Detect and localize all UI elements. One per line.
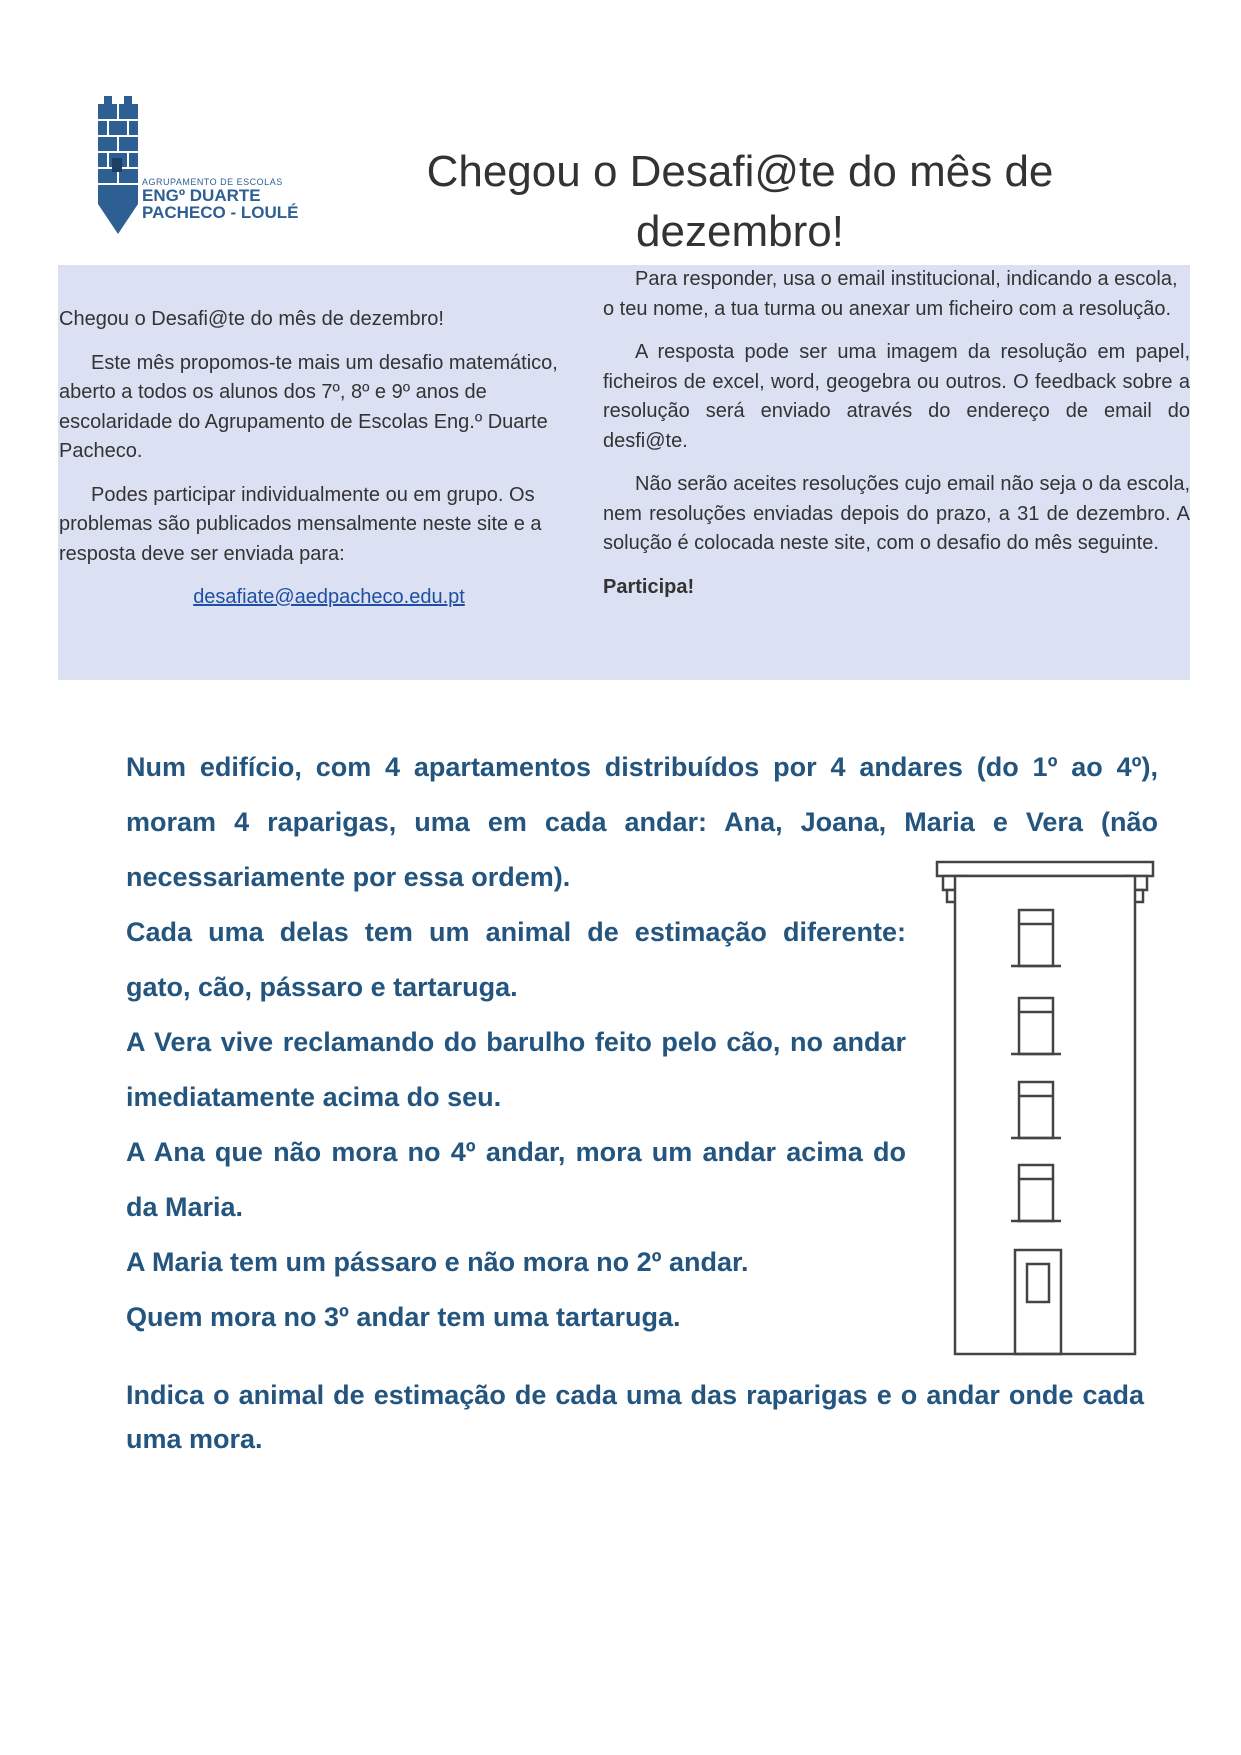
info-paragraph: Podes participar individualmente ou em grupo. Os problemas são publicados mensalmente neste site e a resposta deve ser enviada para: [59, 483, 542, 565]
problem-line: Quem mora no 3º andar tem uma tartaruga. [126, 1302, 681, 1332]
info-left-column [59, 305, 599, 627]
info-paragraph: Para responder, usa o email institucional, indicando a escola, o teu nome, a tua turma ou anexar um ficheiro com a resolução. [603, 268, 1178, 320]
logo-text [142, 178, 298, 221]
pencil-tower-icon [96, 96, 140, 236]
logo-line-1: AGRUPAMENTO DE ESCOLAS [142, 177, 283, 187]
building-illustration [935, 860, 1155, 1360]
info-paragraph: Não serão aceites resoluções cujo email não seja o da escola, nem resoluções enviadas depois do prazo, a 31 de dezembro. A solução é colocada neste site, com o desafio do mês seguinte. [603, 473, 1190, 554]
problem-line: A Vera vive reclamando do barulho feito pelo cão, no andar imediatamente acima do seu. [126, 1027, 906, 1112]
problem-line: A Maria tem um pássaro e não mora no 2º andar. [126, 1247, 749, 1277]
question-text: Indica o animal de estimação de cada uma das raparigas e o andar onde cada uma mora. [126, 1380, 1144, 1454]
logo-line-3: PACHECO - LOULÉ [142, 203, 299, 222]
info-box [58, 265, 1190, 680]
info-paragraph: Este mês propomos-te mais um desafio matemático, aberto a todos os alunos dos 7º, 8º e 9º anos de escolaridade do Agrupamento de Escolas Eng.º Duarte Pacheco. [59, 351, 558, 462]
problem-line: Cada uma delas tem um animal de estimação diferente: gato, cão, pássaro e tartaruga. [126, 917, 906, 1002]
problem-intro: Num edifício, com 4 apartamentos distribuídos por 4 andares (do 1º ao 4º), moram 4 raparigas, uma em cada andar: Ana, Joana, Maria e Vera (não necessariamente por essa ordem). [126, 752, 1158, 892]
participate-text: Participa! [603, 575, 695, 598]
page-title: Chegou o Desafi@te do mês de dezembro! [426, 147, 1054, 256]
school-logo [96, 96, 306, 236]
info-heading: Chegou o Desafi@te do mês de dezembro! [59, 308, 444, 330]
info-right-column [603, 265, 1190, 616]
logo-line-2: ENGº DUARTE [142, 186, 261, 205]
info-paragraph: A resposta pode ser uma imagem da resolução em papel, ficheiros de excel, word, geogebra ou outros. O feedback sobre a resolução será enviado através do endereço de email do desfi@te. [603, 341, 1190, 452]
email-link[interactable]: desafiate@aedpacheco.edu.pt [193, 586, 465, 608]
problem-line: A Ana que não mora no 4º andar, mora um andar acima do da Maria. [126, 1137, 906, 1222]
